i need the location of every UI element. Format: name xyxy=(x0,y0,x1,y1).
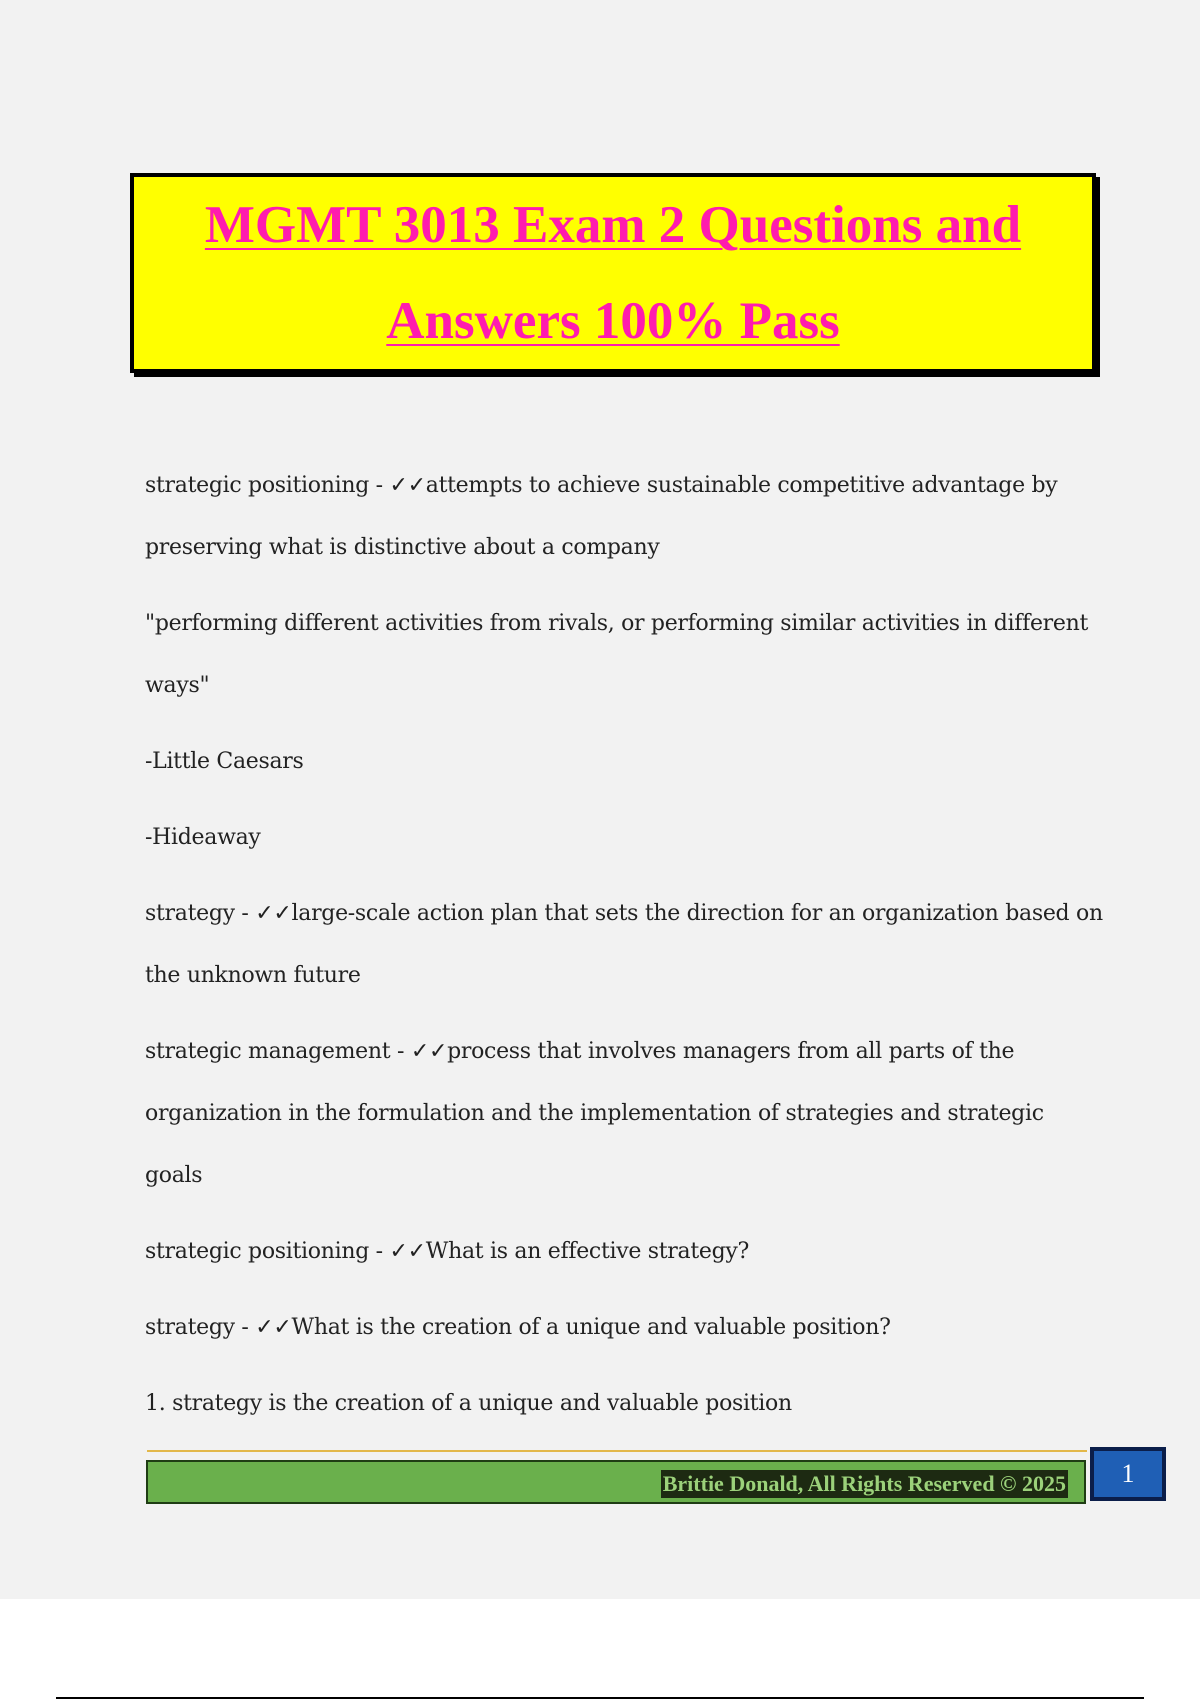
footer-bar xyxy=(146,1460,1086,1504)
page-bottom-rule xyxy=(56,1697,1144,1699)
title-line-1: MGMT 3013 Exam 2 Questions and xyxy=(204,196,1022,254)
footer-divider xyxy=(147,1450,1087,1452)
paragraph: strategic management - ✓✓process that involves managers from all parts of the organization in the formulation and the implementation of strategies and strategic goals xyxy=(145,1039,1044,1188)
copyright-text: Brittie Donald, All Rights Reserved © 2025 xyxy=(662,1471,1066,1496)
paragraph: -Little Caesars xyxy=(145,749,304,774)
title-line-2: Answers 100% Pass xyxy=(386,292,840,350)
paragraph: strategy - ✓✓large-scale action plan that sets the direction for an organization based on the unknown future xyxy=(145,901,1103,988)
paragraph: strategic positioning - ✓✓What is an effective strategy? xyxy=(145,1239,750,1264)
paragraph: 1. strategy is the creation of a unique and valuable position xyxy=(145,1391,792,1416)
paragraph: strategic positioning - ✓✓attempts to achieve sustainable competitive advantage by preserving what is distinctive about a company xyxy=(145,473,1058,560)
title-banner xyxy=(130,173,1096,373)
paragraph: "performing different activities from rivals, or performing similar activities in different ways" xyxy=(145,611,1089,698)
paragraph: strategy - ✓✓What is the creation of a unique and valuable position? xyxy=(145,1315,891,1340)
page-number: 1 xyxy=(1121,1459,1135,1488)
document-body xyxy=(145,455,1105,1449)
paragraph: -Hideaway xyxy=(145,825,261,850)
page-number-box xyxy=(1090,1447,1166,1501)
